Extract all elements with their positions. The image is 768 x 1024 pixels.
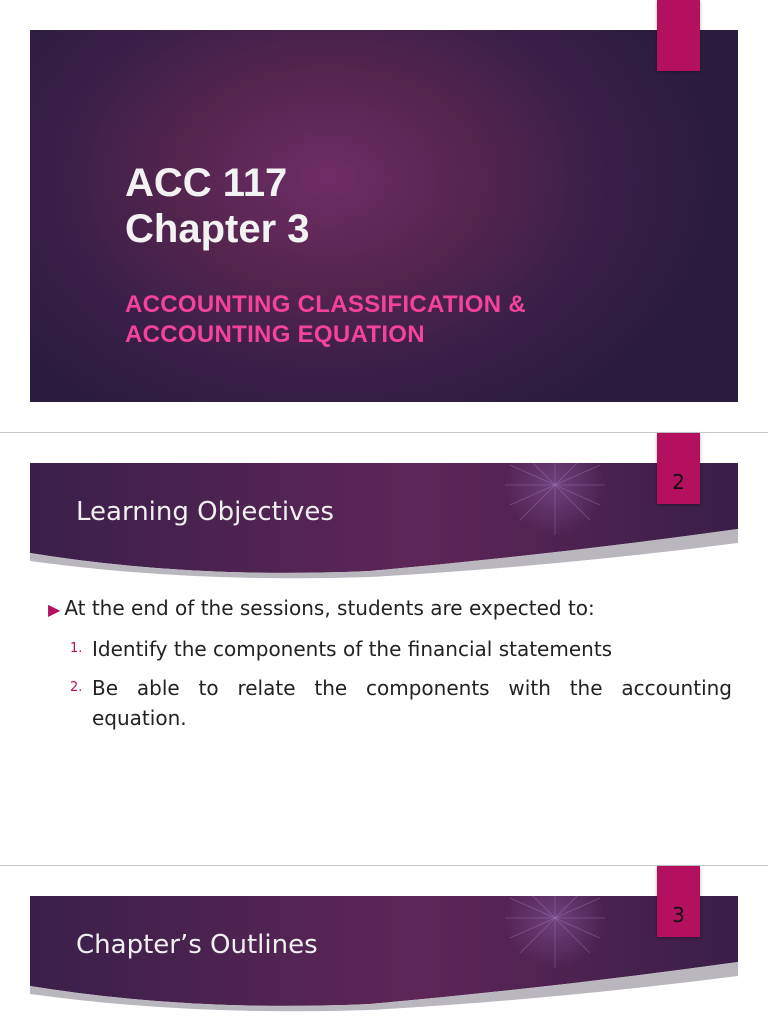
triangle-bullet-icon: ▶ (48, 600, 61, 619)
page-number-tab (657, 433, 700, 504)
slide-tab (657, 0, 700, 71)
page-number: 2 (672, 470, 685, 494)
page-number: 3 (672, 903, 685, 927)
objective-text: Be able to relate the components with the accounting equation. (92, 676, 732, 730)
main-title (125, 160, 310, 252)
title-banner (30, 896, 738, 1012)
objective-text: Identify the components of the financial statements (92, 637, 613, 661)
title-banner (30, 463, 738, 579)
slide-body (48, 593, 732, 733)
sub-title-line-1: ACCOUNTING CLASSIFICATION & (125, 291, 526, 318)
sub-title (125, 290, 526, 350)
slide-3 (0, 866, 768, 1024)
bullet-text: At the end of the sessions, students are expected to: (64, 596, 595, 620)
slide-1 (0, 0, 768, 432)
objective-item (48, 673, 732, 733)
objective-item (48, 634, 732, 664)
main-title-line-2: Chapter 3 (125, 207, 310, 251)
slide-2 (0, 433, 768, 865)
objective-number: 1. (70, 641, 83, 656)
sub-title-line-2: ACCOUNTING EQUATION (125, 321, 425, 348)
page-number-tab (657, 866, 700, 937)
slide-title: Chapter’s Outlines (76, 930, 318, 960)
main-title-line-1: ACC 117 (125, 161, 288, 205)
bullet-item (48, 593, 732, 625)
slide-title: Learning Objectives (76, 497, 334, 527)
objective-number: 2. (70, 680, 83, 695)
